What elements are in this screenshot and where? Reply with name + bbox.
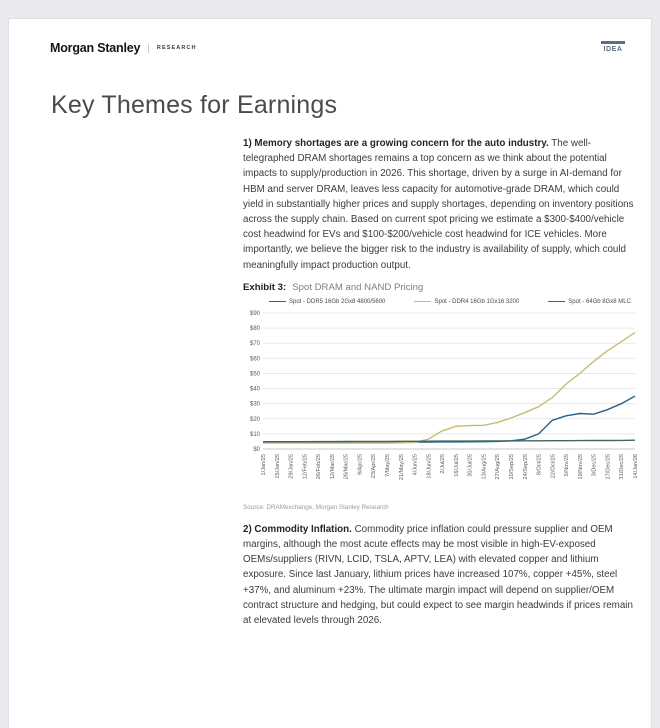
- x-tick-label: 22/Oct/25: [550, 453, 557, 479]
- page-header: [50, 41, 625, 61]
- x-tick-label: 3/Dec/25: [591, 453, 598, 477]
- y-tick-label: $10: [249, 431, 260, 438]
- x-tick-label: 4/Jun/25: [412, 453, 419, 476]
- x-tick-label: 26/Feb/25: [316, 453, 323, 480]
- y-tick-label: $20: [249, 416, 260, 423]
- x-tick-label: 31/Dec/25: [619, 453, 626, 480]
- legend-label: Spot - DDR5 16Gb 2Gx8 4800/5600: [289, 298, 386, 305]
- x-tick-label: 29/Jan/25: [288, 453, 295, 479]
- paragraph-memory-shortages: [243, 136, 639, 273]
- y-tick-label: $60: [249, 356, 260, 363]
- y-tick-label: $70: [249, 341, 260, 348]
- legend-swatch: [269, 301, 286, 302]
- legend-item: [414, 299, 519, 305]
- x-tick-label: 9/Apr/25: [357, 453, 364, 475]
- legend-swatch: [548, 301, 565, 302]
- y-tick-label: $0: [253, 446, 260, 453]
- paragraph-2-body: Commodity price inflation could pressure supplier and OEM margins, although the most acute effects may be most visible in high-EV-exposed OEMs/suppliers (RIVN, LCID, TSLA, APTV, LEA) with elevated copper and lithium exposure. Since last January, lithium prices have increased 107%, copper +45%, steel +37%, and aluminum +23%. The ultimate margin impact will depend on supplier/OEM contract structure and hedging, but could expect to see margin headwinds if prices remain at elevated levels through 2026.: [243, 523, 633, 627]
- y-tick-label: $50: [249, 371, 260, 378]
- paragraph-commodity-inflation: [243, 522, 639, 628]
- chart-source-note: Source: DRAMexchange, Morgan Stanley Research: [243, 503, 389, 511]
- x-tick-label: 15/Jan/25: [274, 453, 281, 479]
- y-tick-label: $80: [249, 325, 260, 332]
- x-tick-label: 21/May/25: [398, 453, 405, 480]
- series-line: [263, 332, 635, 443]
- paragraph-1-lead: 1) Memory shortages are a growing concern for the auto industry.: [243, 138, 549, 149]
- x-tick-label: 27/Aug/25: [495, 453, 502, 480]
- x-tick-label: 17/Dec/25: [605, 453, 612, 480]
- x-tick-label: 10/Sep/25: [509, 453, 515, 480]
- series-line: [263, 440, 635, 442]
- x-tick-label: 1/Jan/25: [261, 453, 267, 476]
- exhibit-number: Exhibit 3:: [243, 281, 287, 293]
- legend-label: Spot - 64Gb 8Gx8 MLC: [568, 298, 631, 305]
- x-tick-label: 30/Jul/25: [467, 453, 474, 477]
- y-tick-label: $40: [249, 386, 260, 393]
- y-tick-label: $90: [249, 310, 260, 317]
- exhibit-caption: [243, 282, 639, 293]
- y-tick-label: $30: [249, 401, 260, 408]
- brand-lockup: [50, 41, 197, 55]
- legend-label: Spot - DDR4 16Gb 1Gx16 3200: [434, 298, 520, 305]
- x-tick-label: 13/Aug/25: [481, 453, 488, 480]
- content-column: [243, 136, 639, 628]
- x-tick-label: 14/Jan/26: [633, 453, 639, 479]
- morgan-stanley-logo: Morgan Stanley: [50, 41, 141, 55]
- x-tick-label: 16/Jul/25: [453, 453, 460, 477]
- x-tick-label: 2/Jul/25: [440, 453, 447, 474]
- brand-divider: |: [147, 42, 150, 54]
- x-tick-label: 7/May/25: [385, 453, 391, 477]
- x-tick-label: 23/Apr/25: [371, 453, 378, 479]
- paragraph-2-lead: 2) Commodity Inflation.: [243, 523, 352, 535]
- paragraph-1-body: The well-telegraphed DRAM shortages remains a top concern as we think about the potential impacts to supply/production in 2026. This shortage, driven by a surge in AI-demand for HBM and server DRAM, leaves less capacity for automotive-grade DRAM, which could yield in substantially higher prices and supply shortages, depending on inventory positions across the supply chain. Based on current spot pricing we estimate a $300-$400/vehicle cost headwind for EVs and $100-$200/vehicle cost headwind for ICE vehicles. More importantly, we believe the bigger risk to the industry is availability of supply, which could meaningfully impact production output.: [243, 138, 634, 271]
- idea-badge[interactable]: IDEA: [601, 41, 625, 53]
- dram-chart-svg: [243, 307, 639, 495]
- dram-nand-pricing-chart: [243, 299, 639, 500]
- x-tick-label: 18/Jun/25: [426, 453, 433, 479]
- exhibit-title: Spot DRAM and NAND Pricing: [292, 281, 424, 293]
- legend-item: [548, 299, 631, 305]
- x-tick-label: 12/Mar/25: [329, 453, 336, 480]
- legend-swatch: [414, 301, 431, 302]
- chart-legend: [243, 299, 639, 305]
- legend-item: [269, 299, 385, 305]
- page-title: Key Themes for Earnings: [51, 91, 338, 119]
- document-page: [8, 18, 652, 728]
- x-tick-label: 12/Feb/25: [302, 453, 309, 480]
- x-tick-label: 8/Oct/25: [536, 453, 543, 475]
- x-tick-label: 26/Mar/25: [343, 453, 350, 480]
- research-label: RESEARCH: [156, 45, 197, 51]
- x-tick-label: 5/Nov/25: [564, 453, 571, 477]
- x-tick-label: 24/Sep/25: [522, 453, 529, 480]
- series-line: [263, 396, 635, 442]
- x-tick-label: 19/Nov/25: [577, 453, 584, 480]
